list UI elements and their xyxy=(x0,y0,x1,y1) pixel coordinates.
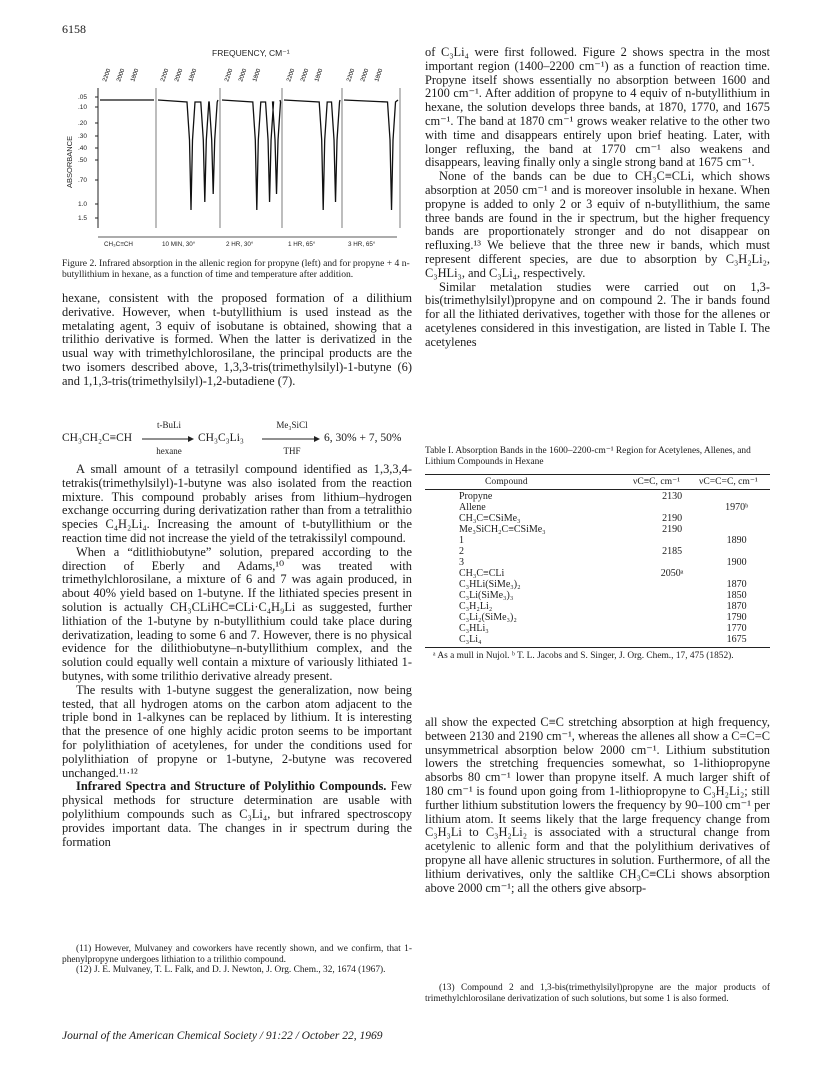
footnote-11: (11) However, Mulvaney and coworkers have recently shown, and we confirm, that 1-phenylpropyne undergoes lithiation to a trilithio compound. xyxy=(62,944,412,965)
cell-compound: C₃HLi(SiMe₃)₂ xyxy=(459,578,521,590)
y-tick-label: .10 xyxy=(78,104,88,111)
table-row xyxy=(425,579,770,590)
panel-label: 2 HR, 30° xyxy=(226,241,254,248)
cell-acetylene: 2130 xyxy=(662,490,683,502)
frequency-tick-label: 2000 xyxy=(300,68,311,83)
right-footnotes xyxy=(425,983,770,1004)
y-tick-label: .05 xyxy=(78,94,88,101)
table-row xyxy=(425,634,770,645)
y-tick-label: .40 xyxy=(78,145,88,152)
cell-acetylene xyxy=(641,590,703,601)
table-row xyxy=(425,590,770,601)
frequency-axis-label: FREQUENCY, CM⁻¹ xyxy=(212,48,290,58)
solvent-2: THF xyxy=(283,446,301,456)
cell-compound: C₃H₂Li₂ xyxy=(459,600,493,612)
left-column-body xyxy=(62,463,412,849)
cell-allene: 1675 xyxy=(726,633,747,645)
cell-compound: Allene xyxy=(459,501,486,513)
cell-compound: CH₃C≡CLi xyxy=(459,567,505,579)
cell-compound: Propyne xyxy=(459,490,493,502)
left-paragraph-4: The results with 1-butyne suggest the generalization, now being tested, that all hydrogen atoms on the carbon atom adjacent to the triple bond in 1-alkynes can be replaced by lithium. It is interesting that the presence of one highly acidic proton seems to be important for polylithiation of acetylenes, for under the conditions used for polylithiation of propyne or 1-butyne, 2-butyne was recovered unchanged.¹¹·¹² xyxy=(62,682,412,780)
cell-allene: 1970ᵇ xyxy=(725,501,749,513)
right-paragraph-1: of C₃Li₄ were first followed. Figure 2 shows spectra in the most important region (1400–2200 cm⁻¹) as a function of reaction time. Propyne itself shows essentially no absorption between 1600 and 2100 cm⁻¹. After addition of propyne to 4 equiv of n-butyllithium in hexane, the solution develops three bands, at 1870, 1770, and 1675 cm⁻¹. The band at 1870 cm⁻¹ grows weaker relative to the other two with time and disappears entirely upon brief heating. Later, with longer refluxing, the band at 1770 cm⁻¹ also weakens and disappears, leaving finally only a single strong band at 1675 cm⁻¹. xyxy=(425,45,770,170)
section-body: Few physical methods for structure determination are usable with polylithium compounds such as C₃Li₄, but infrared spectroscopy provides important data. The changes in ir spectrum during the formation xyxy=(62,779,412,849)
header-compound: Compound xyxy=(485,475,528,487)
frequency-tick-label: 1800 xyxy=(130,68,141,83)
cell-compound: C₃HLi₃ xyxy=(459,622,489,634)
cell-allene: 1900 xyxy=(726,556,747,568)
cell-allene xyxy=(703,513,770,524)
frequency-tick-label: 2200 xyxy=(286,68,297,83)
frequency-tick-label: 2000 xyxy=(174,68,185,83)
frequency-tick-label: 2200 xyxy=(346,68,357,83)
frequency-tick-label: 2000 xyxy=(238,68,249,83)
right-paragraph-3: Similar metalation studies were carried out on 1,3-bis(trimethylsilyl)propyne and on compound 2. The ir bands found for all the lithiated derivatives, together with those for the allenes or acetylenes considered in this investigation, are listed in Table I. The acetylenes xyxy=(425,279,770,349)
cell-allene: 1770 xyxy=(726,622,747,634)
panel-label: CH₃C≡CH xyxy=(104,241,133,248)
cell-compound: CH₃C≡CSiMe₃ xyxy=(459,512,521,524)
cell-compound: 2 xyxy=(459,545,464,557)
table-row xyxy=(425,513,770,524)
cell-acetylene xyxy=(641,601,703,612)
cell-compound: Me₃SiCH₂C≡CSiMe₃ xyxy=(459,523,546,535)
cell-allene: 1850 xyxy=(726,589,747,601)
frequency-tick-label: 1800 xyxy=(314,68,325,83)
intermediate: CH₃C₃Li₃ xyxy=(198,432,244,444)
table-footnote: ᵃ As a mull in Nujol. ᵇ T. L. Jacobs and S. Singer, J. Org. Chem., 17, 475 (1852). xyxy=(433,650,734,661)
cell-allene xyxy=(703,546,770,557)
cell-compound: C₃Li(SiMe₃)₃ xyxy=(459,589,514,601)
cell-acetylene xyxy=(641,535,703,546)
frequency-tick-label: 1800 xyxy=(374,68,385,83)
cell-allene: 1870 xyxy=(726,578,747,590)
cell-allene xyxy=(703,524,770,535)
left-paragraph-1: hexane, consistent with the proposed formation of a dilithium derivative. However, when t-butyllithium is used instead as the metalating agent, 3 equiv of isobutane is obtained, showing that a trilithio derivative is formed. When the latter is derivatized in the usual way with trimethylchlorosilane, the principal products are the two isomers described above, 1,3,3-tris(trimethylsilyl)-1-butyne (6) and 1,1,3-tris(trimethylsilyl)-1,2-butadiene (7). xyxy=(62,291,412,388)
cell-acetylene xyxy=(641,579,703,590)
reactant: CH₃CH₂C≡CH xyxy=(62,432,133,444)
left-footnotes xyxy=(62,944,412,976)
cell-allene: 1870 xyxy=(726,600,747,612)
y-tick-label: .30 xyxy=(78,133,88,140)
reagent-1: t-BuLi xyxy=(157,420,181,430)
spectrum-panel xyxy=(158,67,220,228)
cell-compound: 1 xyxy=(459,534,464,546)
frequency-tick-label: 2200 xyxy=(160,68,171,83)
cell-compound: C₃Li₄ xyxy=(459,633,482,645)
frequency-tick-label: 1800 xyxy=(188,68,199,83)
table-body xyxy=(425,491,770,645)
cell-allene: 1790 xyxy=(726,611,747,623)
table-row xyxy=(425,623,770,634)
footnote-13: (13) Compound 2 and 1,3-bis(trimethylsilyl)propyne are the major products of trimethylchlorosilane derivatization of such solutions, but some 1 is also formed. xyxy=(425,983,770,1004)
cell-acetylene xyxy=(641,623,703,634)
left-column xyxy=(62,292,412,389)
spectrum-trace xyxy=(158,100,218,210)
page-number: 6158 xyxy=(62,22,86,36)
reaction-arrow-2 xyxy=(262,434,320,444)
right-column-lower xyxy=(425,716,770,895)
cell-allene xyxy=(703,568,770,579)
cell-acetylene: 2050ᵃ xyxy=(660,567,684,579)
table-row xyxy=(425,612,770,623)
table-row xyxy=(425,491,770,502)
right-paragraph-2: None of the bands can be due to CH₃C≡CLi, which shows absorption at 2050 cm⁻¹ and is moreover insoluble in hexane. When propyne is added to only 2 or 3 equiv of n-butyllithium, the same three bands are found in the ir spectrum, but the higher frequency bands are proportionately stronger and do not disappear on refluxing.¹³ We believe that the three new ir bands, which must represent different species, are due to absorption by C₃H₂Li₂, C₃HLi₃, and C₃Li₄, respectively. xyxy=(425,169,770,280)
frequency-tick-label: 2000 xyxy=(116,68,127,83)
reagent-2: Me₃SiCl xyxy=(276,420,308,430)
spectrum-panel xyxy=(344,67,400,228)
reaction-scheme xyxy=(62,418,412,458)
journal-footer: Journal of the American Chemical Society / 91:22 / October 22, 1969 xyxy=(62,1030,383,1042)
table-row xyxy=(425,557,770,568)
header-acetylene-stretch: νC≡C, cm⁻¹ xyxy=(633,475,681,487)
table-header-row xyxy=(425,474,770,490)
spectrum-trace xyxy=(222,100,281,210)
frequency-tick-label: 2200 xyxy=(102,68,113,83)
panel-label: 3 HR, 65° xyxy=(348,241,376,248)
cell-allene: 1890 xyxy=(726,534,747,546)
section-heading: Infrared Spectra and Structure of Polylithio Compounds. xyxy=(76,779,387,794)
table-row xyxy=(425,601,770,612)
table-row xyxy=(425,502,770,513)
spectrum-panel xyxy=(222,67,282,228)
cell-compound: C₃Li₂(SiMe₃)₂ xyxy=(459,611,517,623)
absorbance-axis-label: ABSORBANCE xyxy=(65,135,74,188)
solvent-1: hexane xyxy=(156,446,182,456)
ir-spectrum-figure xyxy=(62,40,412,255)
table-row xyxy=(425,524,770,535)
y-tick-label: 1.5 xyxy=(78,215,88,222)
panel-label: 10 MIN, 30° xyxy=(162,241,196,248)
footnote-12: (12) J. E. Mulvaney, T. L. Falk, and D. J. Newton, J. Org. Chem., 32, 1674 (1967). xyxy=(76,965,386,976)
products: 6, 30% + 7, 50% xyxy=(324,432,402,444)
spectrum-panel xyxy=(284,67,342,228)
frequency-tick-label: 2000 xyxy=(360,68,371,83)
y-tick-label: .70 xyxy=(78,177,88,184)
cell-acetylene: 2185 xyxy=(662,545,683,557)
right-column xyxy=(425,46,770,350)
cell-acetylene xyxy=(641,557,703,568)
spectrum-trace xyxy=(284,100,340,210)
header-allene-stretch: νC=C=C, cm⁻¹ xyxy=(699,475,758,487)
table-row xyxy=(425,546,770,557)
left-paragraph-2: A small amount of a tetrasilyl compound identified as 1,3,3,4-tetrakis(trimethylsilyl)-1-butyne was also isolated from the reaction mixture. This compound probably arises from lithium–hydrogen exchange occurring during derivatization rather than from a tetralithio species C₄H₂Li₄. Increasing the amount of t-butyllithium or the reaction time did not increase the yield of the tetrakissilyl compound. xyxy=(62,462,412,545)
spectrum-trace xyxy=(344,100,398,210)
cell-allene xyxy=(703,491,770,502)
cell-acetylene: 2190 xyxy=(662,523,683,535)
ir-spectrum-plot xyxy=(62,40,412,255)
reaction-arrow-1 xyxy=(142,434,194,444)
y-tick-label: .20 xyxy=(78,120,88,127)
frequency-tick-label: 2200 xyxy=(224,68,235,83)
cell-compound: 3 xyxy=(459,556,464,568)
figure-caption: Figure 2. Infrared absorption in the allenic region for propyne (left) and for propyne + 4 n-butyllithium in hexane, as a function of time and temperature after addition. xyxy=(62,258,410,280)
table-title: Table I. Absorption Bands in the 1600–2200-cm⁻¹ Region for Acetylenes, Allenes, and Lithium Compounds in Hexane xyxy=(425,446,751,467)
cell-acetylene xyxy=(641,502,703,513)
table-row xyxy=(425,568,770,579)
cell-acetylene xyxy=(641,634,703,645)
panel-label: 1 HR, 65° xyxy=(288,241,316,248)
left-paragraph-5 xyxy=(62,780,412,849)
cell-acetylene xyxy=(641,612,703,623)
y-tick-label: 1.0 xyxy=(78,201,88,208)
spectrum-panel xyxy=(100,67,156,228)
frequency-tick-label: 1800 xyxy=(252,68,263,83)
table-1 xyxy=(425,446,770,661)
right-paragraph-4: all show the expected C≡C stretching absorption at high frequency, between 2130 and 2190 cm⁻¹, whereas the allenes all show a C=C=C unsymmetrical absorption below 2000 cm⁻¹. Lithium substitution lowers the stretching frequencies somewhat, so 1-lithiopropyne absorbs 80 cm⁻¹ lower than propyne itself. A much larger shift of 180 cm⁻¹ is found upon going from 1-lithiopropyne to C₃H₂Li₂; still further lithium substitution lowers the frequency by 90–100 cm⁻¹ per lithium atom. It seems likely that the large frequency change from C₃H₃Li to C₃H₂Li₂ is associated with a structural change from acetylenic to allenic form and that the polylithium derivatives of propyne all have allenic structures in solution. Furthermore, of all the lithium derivatives, only the saltlike CH₃C≡CLi shows absorption above 2000 cm⁻¹; all the others give absorp- xyxy=(425,715,770,895)
table-row xyxy=(425,535,770,546)
cell-acetylene: 2190 xyxy=(662,512,683,524)
left-paragraph-3: When a “ditlithiobutyne” solution, prepared according to the direction of Eberly and Adams,¹⁰ was treated with trimethylchlorosilane, a mixture of 6 and 7 was again produced, in about 40% yield based on 1-butyne. If the lithiated species present in solution is actually CH₃CLiHC≡CLi·C₄H₉Li as suggested, further lithiation of the 1-butyne by n-butyllithium could take place during derivatization, leading to some 6 and 7. However, there is no physical evidence for the dilithiobutyne–n-butyllithium complex, and the solution could equally well contain a mixture of variously lithiated 1-butynes, with some trilithio derivative already present. xyxy=(62,544,412,683)
y-tick-label: .50 xyxy=(78,157,88,164)
